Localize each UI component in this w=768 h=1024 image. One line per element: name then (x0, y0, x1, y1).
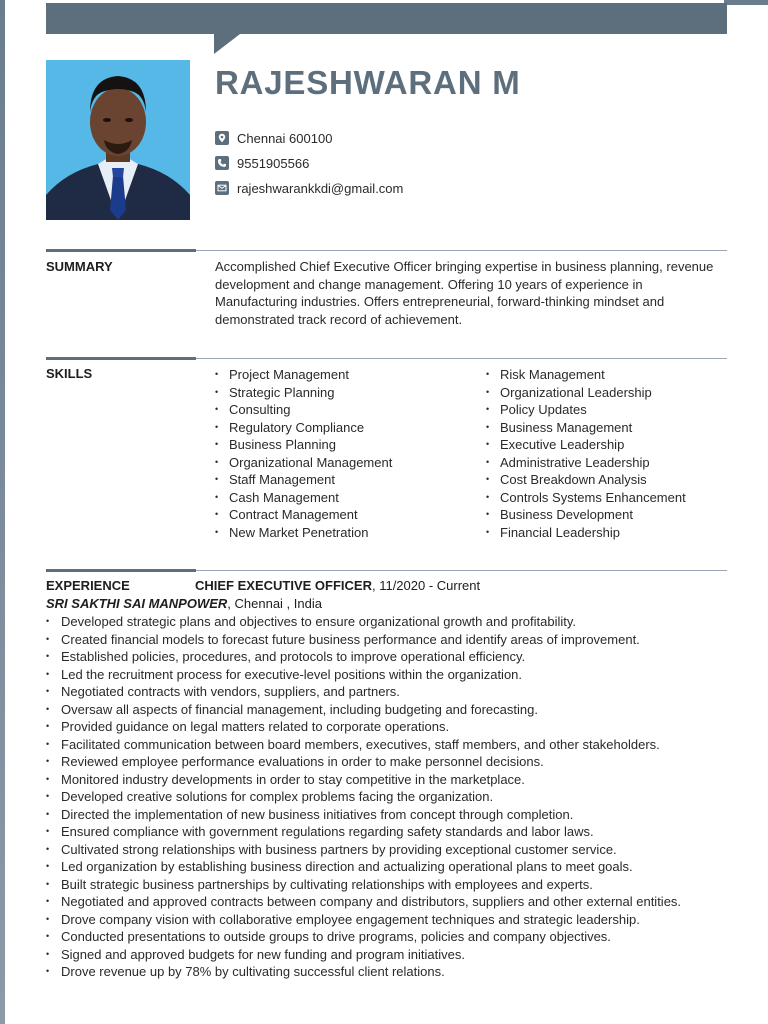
skill-item: • Cash Management (215, 489, 392, 507)
summary-divider (46, 249, 727, 252)
duty-item: • Monitored industry developments in order to stay competitive in the marketplace. (46, 771, 728, 789)
duty-item: • Built strategic business partnerships by cultivating relationships with employees and experts. (46, 876, 728, 894)
skill-item: • Business Development (486, 506, 686, 524)
duty-item: • Cultivated strong relationships with business partners by providing exceptional customer service. (46, 841, 728, 859)
page-edge-left (0, 0, 5, 1024)
duty-item: • Negotiated and approved contracts between company and distributors, suppliers and other external entities. (46, 893, 728, 911)
skill-item: • Executive Leadership (486, 436, 686, 454)
skill-item: • Controls Systems Enhancement (486, 489, 686, 507)
skills-divider (46, 357, 727, 360)
job-dates: , 11/2020 - Current (371, 578, 481, 593)
duty-item: • Drove revenue up by 78% by cultivating successful client relations. (46, 963, 728, 981)
duty-item: • Directed the implementation of new business initiatives from concept through completion. (46, 806, 728, 824)
duty-item: • Developed strategic plans and objectives to ensure organizational growth and profitability. (46, 613, 728, 631)
company-name: SRI SAKTHI SAI MANPOWER (46, 596, 228, 611)
skill-item: • Business Management (486, 419, 686, 437)
skill-item: • Strategic Planning (215, 384, 392, 402)
company-header (46, 596, 322, 611)
duty-item: • Developed creative solutions for complex problems facing the organization. (46, 788, 728, 806)
duty-item: • Conducted presentations to outside groups to drive programs, policies and company objectives. (46, 928, 728, 946)
skills-list-right (486, 366, 686, 541)
skill-item: • Contract Management (215, 506, 392, 524)
profile-photo (46, 60, 190, 220)
duty-item: • Facilitated communication between board members, executives, staff members, and other stakeholders. (46, 736, 728, 754)
summary-text: Accomplished Chief Executive Officer bringing expertise in business planning, revenue development and change management. Offering 10 years of experience in Manufacturing industries. Offers entrepreneurial, forward-thinking mindset and demonstrated track record of achievement. (215, 259, 714, 327)
duty-item: • Led the recruitment process for executive-level positions within the organization. (46, 666, 728, 684)
candidate-name: RAJESHWARAN M (215, 64, 521, 101)
duty-item: • Oversaw all aspects of financial management, including budgeting and forecasting. (46, 701, 728, 719)
job-title: CHIEF EXECUTIVE OFFICER (195, 578, 372, 593)
experience-heading: EXPERIENCE (46, 578, 130, 593)
skill-item: • Administrative Leadership (486, 454, 686, 472)
location-text: Chennai 600100 (237, 130, 333, 146)
skill-item: • Financial Leadership (486, 524, 686, 542)
skill-item: • Business Planning (215, 436, 392, 454)
skill-item: • Organizational Leadership (486, 384, 686, 402)
skill-item: • Staff Management (215, 471, 392, 489)
duty-item: • Provided guidance on legal matters related to corporate operations. (46, 718, 728, 736)
skill-item: • New Market Penetration (215, 524, 392, 542)
job-duties-list (46, 613, 728, 981)
job-header (195, 578, 480, 593)
skill-item: • Cost Breakdown Analysis (486, 471, 686, 489)
duty-item: • Signed and approved budgets for new funding and program initiatives. (46, 946, 728, 964)
duty-item: • Led organization by establishing business direction and actualizing operational plans to meet goals. (46, 858, 728, 876)
map-pin-icon (215, 131, 229, 145)
email-text[interactable]: rajeshwarankkdi@gmail.com (237, 180, 404, 196)
duty-item: • Drove company vision with collaborative employee engagement techniques and strategic leadership. (46, 911, 728, 929)
skill-item: • Regulatory Compliance (215, 419, 392, 437)
envelope-icon (215, 181, 229, 195)
duty-item: • Negotiated contracts with vendors, suppliers, and partners. (46, 683, 728, 701)
duty-item: • Established policies, procedures, and protocols to improve operational efficiency. (46, 648, 728, 666)
skill-item: • Project Management (215, 366, 392, 384)
summary-heading: SUMMARY (46, 259, 113, 274)
contact-phone (215, 154, 309, 172)
page-edge-top (724, 0, 768, 5)
header-banner-notch (214, 34, 240, 54)
contact-location (215, 129, 332, 147)
company-location: , Chennai , India (227, 596, 322, 611)
duty-item: • Created financial models to forecast future business performance and identify areas of improvement. (46, 631, 728, 649)
skill-item: • Organizational Management (215, 454, 392, 472)
header-banner (46, 3, 727, 34)
phone-text: 9551905566 (237, 155, 310, 171)
experience-divider (46, 569, 727, 572)
phone-icon (215, 156, 229, 170)
skill-item: • Consulting (215, 401, 392, 419)
contact-email (215, 179, 403, 197)
skill-item: • Policy Updates (486, 401, 686, 419)
duty-item: • Reviewed employee performance evaluations in order to make personnel decisions. (46, 753, 728, 771)
skills-heading: SKILLS (46, 366, 93, 381)
skills-list-left (215, 366, 392, 541)
skill-item: • Risk Management (486, 366, 686, 384)
duty-item: • Ensured compliance with government regulations regarding safety standards and labor laws. (46, 823, 728, 841)
